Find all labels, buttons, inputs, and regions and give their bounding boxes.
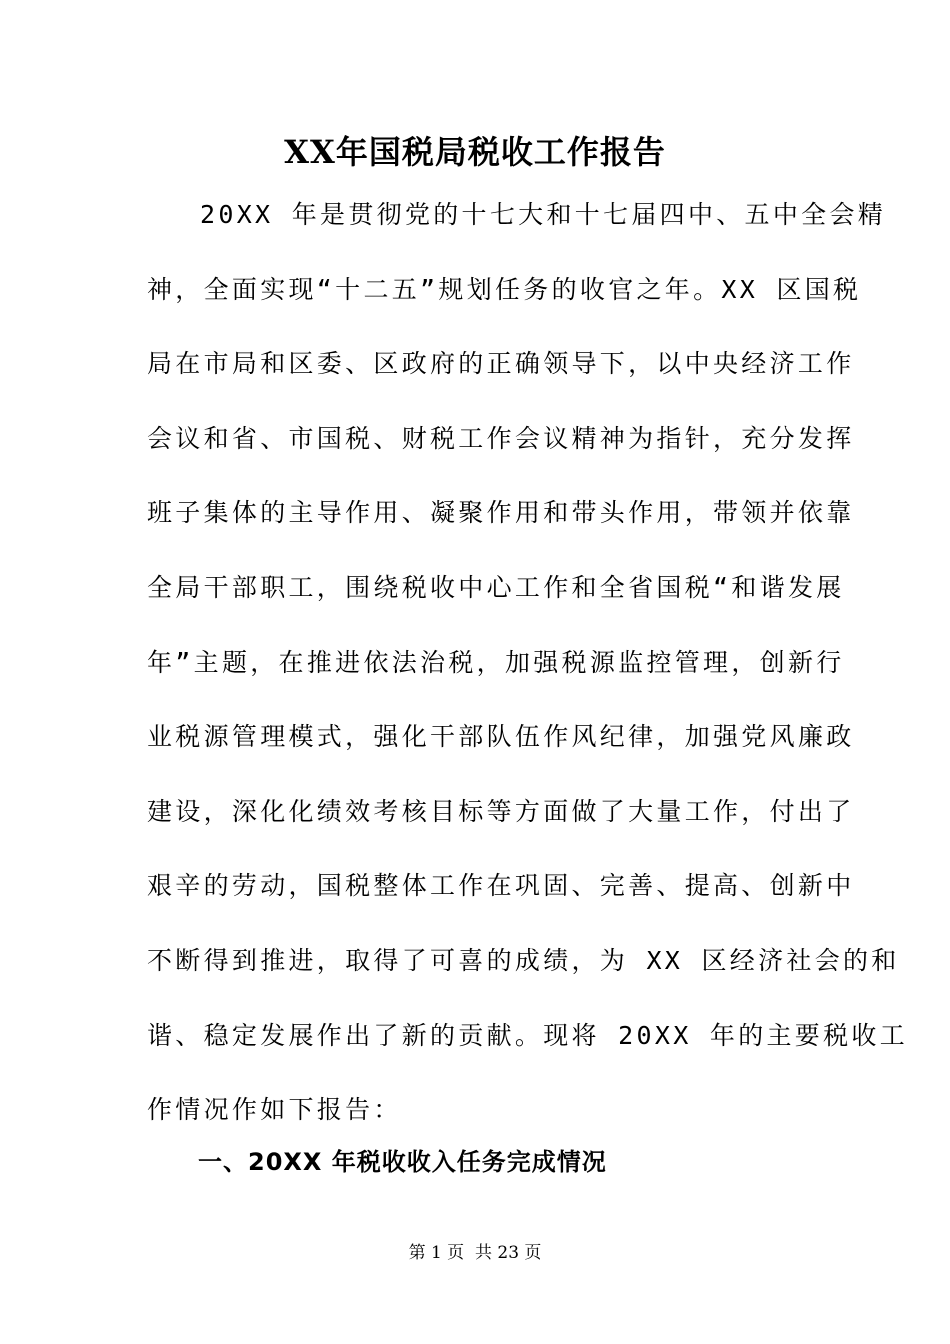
section-heading: 一、20XX 年税收收入任务完成情况 [198,1148,607,1176]
paragraph-line: 谐、稳定发展作出了新的贡献。现将 20XX 年的主要税收工 [147,1020,909,1050]
paragraph-line: 年”主题，在推进依法治税，加强税源监控管理，创新行 [147,647,845,677]
body-paragraph [147,178,909,1148]
paragraph-line: 建设，深化化绩效考核目标等方面做了大量工作，付出了 [147,796,855,826]
paragraph-line: 不断得到推进，取得了可喜的成绩，为 XX 区经济社会的和 [147,945,900,975]
paragraph-line: 局在市局和区委、区政府的正确领导下，以中央经济工作 [147,349,855,379]
page-footer [0,1240,950,1266]
paragraph-line: 神，全面实现“十二五”规划任务的收官之年。XX 区国税 [147,274,862,304]
paragraph-line: 20XX 年是贯彻党的十七大和十七届四中、五中全会精 [200,200,887,229]
document-title: XX年国税局税收工作报告 [284,133,666,171]
paragraph-line: 班子集体的主导作用、凝聚作用和带头作用，带领并依靠 [147,498,855,528]
paragraph-line: 会议和省、市国税、财税工作会议精神为指针，充分发挥 [147,423,855,453]
paragraph-line: 业税源管理模式，强化干部队伍作风纪律，加强党风廉政 [147,722,855,752]
page-number-label: 第 1 页 共 23 页 [408,1243,542,1263]
paragraph-line: 艰辛的劳动，国税整体工作在巩固、完善、提高、创新中 [147,871,855,901]
paragraph-line: 全局干部职工，围绕税收中心工作和全省国税“和谐发展 [147,572,845,602]
paragraph-line: 作情况作如下报告： [147,1095,402,1125]
